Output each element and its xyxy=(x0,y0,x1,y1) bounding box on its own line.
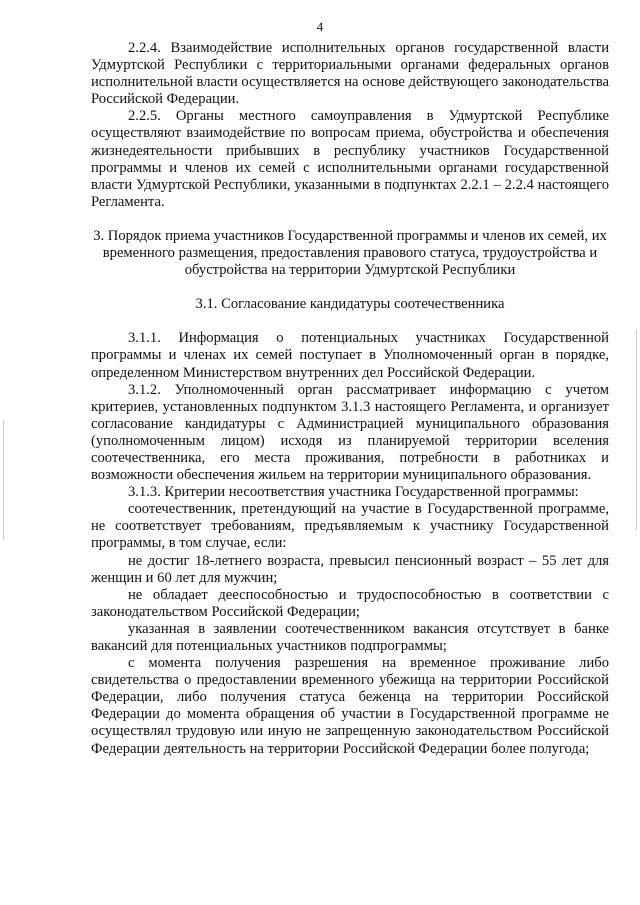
criteria-residence: с момента получения разрешения на временное проживание либо свидетельства о предоставлении временного убежища на территории Российской Федерации, либо получения статуса беженца на территории Российской Федерации до момента обращения об участии в Государственной программе не осуществлял трудовую или иную не запрещенную законодательством Российской Федерации деятельность на территории Российской Федерации более полугода; xyxy=(91,655,609,757)
criteria-intro: соотечественник, претендующий на участие в Государственной программе, не соответствует требованиям, предъявляемым к участнику Государственной программы, в том случае, если: xyxy=(91,501,609,552)
page-number: 4 xyxy=(316,19,324,34)
paragraph-3-1-2: 3.1.2. Уполномоченный орган рассматривает информацию с учетом критериев, установленных подпунктом 3.1.3 настоящего Регламента, и организует согласование кандидатуры с Администрацией муниципального образования (уполномоченным лицом) исходя из планируемой территории вселения соотечественника, его места проживания, потребности в работниках и возможности обеспечения жильем на территории муниципального образования. xyxy=(91,381,609,484)
subsection-3-1-heading: 3.1. Согласование кандидатуры соотечественника xyxy=(195,296,505,313)
paragraph-3-1-1: 3.1.1. Информация о потенциальных участниках Государственной программы и членах их семей поступает в Уполномоченный орган в порядке, определенном Министерством внутренних дел Российской Федерации. xyxy=(91,330,609,381)
paragraph-2-2-5: 2.2.5. Органы местного самоуправления в Удмуртской Республике осуществляют взаимодействие по вопросам приема, обустройства и обеспечения жизнедеятельности прибывших в республику участников Государственной программы и членов их семей с исполнительными органами государственной власти Удмуртской Республики, указанными в подпунктах 2.2.1 – 2.2.4 настоящего Регламента. xyxy=(91,108,609,210)
document-body xyxy=(91,40,609,758)
criteria-vacancy: указанная в заявлении соотечественником вакансия отсутствует в банке вакансий для потенциальных участников подпрограммы; xyxy=(91,620,609,654)
paragraph-3-1-3: 3.1.3. Критерии несоответствия участника Государственной программы: xyxy=(128,484,579,501)
criteria-age: не достиг 18-летнего возраста, превысил пенсионный возраст – 55 лет для женщин и 60 лет для мужчин; xyxy=(91,552,609,586)
scan-edge-right xyxy=(636,330,637,530)
section-3-heading: 3. Порядок приема участников Государственной программы и членов их семей, их временного размещения, предоставления правового статуса, трудоустройства и обустройства на территории Удмуртской Республики xyxy=(93,227,607,279)
scan-edge-left xyxy=(3,420,4,540)
criteria-capacity: не обладает дееспособностью и трудоспособностью в соответствии с законодательством Российской Федерации; xyxy=(91,586,609,620)
paragraph-2-2-4: 2.2.4. Взаимодействие исполнительных органов государственной власти Удмуртской Республики с территориальными органами федеральных органов исполнительной власти осуществляется на основе действующего законодательства Российской Федерации. xyxy=(91,40,609,108)
